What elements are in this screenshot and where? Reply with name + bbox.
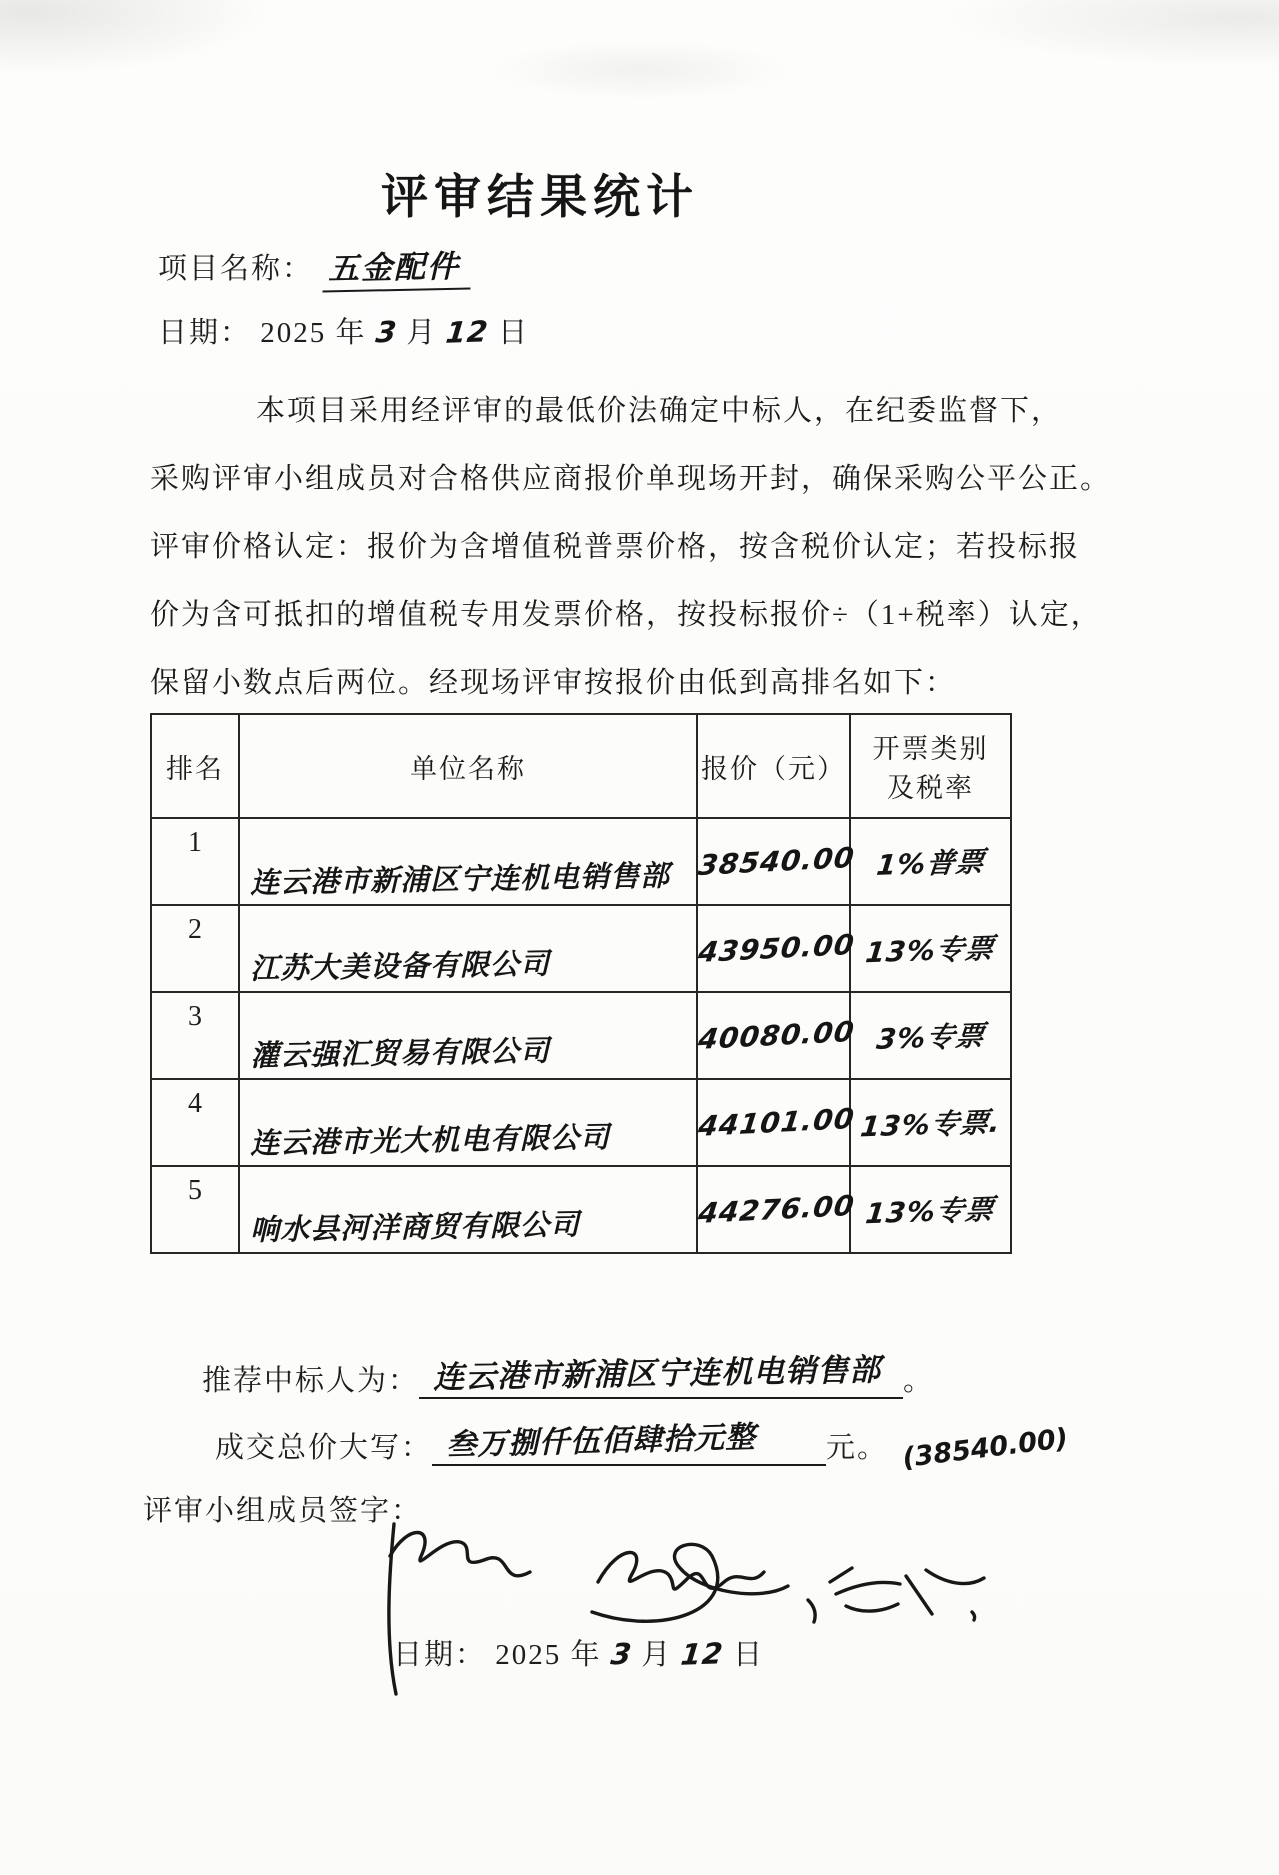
body-line-5: 保留小数点后两位。经现场评审按报价由低到高排名如下： [150,667,957,699]
rank-value: 2 [151,905,239,992]
price-value: 43950.00 [696,927,857,970]
final-date-label: 日期： [393,1639,487,1671]
recommend-winner-value: 连云港市新浦区宁连机电销售部 [432,1352,882,1396]
recommend-winner-line [202,1352,934,1399]
table-header-row [151,714,1011,818]
body-line-1: 本项目采用经评审的最低价法确定中标人，在纪委监督下， [256,395,1063,427]
tax-value: 1%普票 [874,844,987,882]
final-date-month-unit: 月 [641,1639,673,1671]
date-year-unit: 年 [335,317,367,349]
company-name: 响水县河洋商贸有限公司 [249,1207,581,1247]
recommend-winner-blank [419,1352,903,1399]
final-date-year: 2025 [495,1639,562,1671]
company-name: 江苏大美设备有限公司 [249,946,551,986]
signature-3 [808,1600,815,1622]
final-date-day: 12 [679,1636,726,1672]
total-amount-blank [432,1420,826,1466]
rank-value: 3 [151,992,239,1079]
body-line-3: 评审价格认定：报价为含增值税普票价格，按含税价认定；若投标报 [150,531,1081,563]
date-year: 2025 [260,317,327,349]
total-amount-words: 叁万捌仟伍佰肆拾元整 [445,1419,757,1464]
header-company: 单位名称 [239,714,697,818]
company-name: 连云港市光大机电有限公司 [249,1119,611,1161]
tax-value: 3%专票 [874,1018,987,1056]
header-rank: 排名 [151,714,239,818]
table-row [151,905,1011,992]
date-day-unit: 日 [498,317,530,349]
signature-3 [830,1568,984,1614]
price-value: 38540.00 [696,840,857,883]
header-price: 报价（元） [697,714,850,818]
total-amount-unit: 元。 [826,1432,889,1464]
project-name-label: 项目名称： [158,253,314,285]
final-date-line [393,1632,764,1673]
table-row [151,1079,1011,1166]
tax-value: 13%专票. [858,1105,1003,1143]
body-line-2: 采购评审小组成员对合格供应商报价单现场开封，确保采购公平公正。 [150,463,1112,495]
total-amount-figure: (38540.00) [900,1422,1070,1475]
total-amount-label: 成交总价大写： [215,1432,433,1464]
signature-label: 评审小组成员签字： [143,1495,423,1527]
date-line [158,310,529,351]
table-row [151,818,1011,905]
project-name-value: 五金配件 [322,240,471,292]
signature-3 [972,1612,975,1620]
total-amount-line [215,1419,1070,1475]
price-value: 40080.00 [696,1014,857,1057]
rank-value: 1 [151,818,239,905]
handwritten-signatures [360,1516,1000,1706]
final-date-day-unit: 日 [733,1639,765,1671]
recommend-period: 。 [903,1365,935,1397]
header-tax: 开票类别及税率 [850,714,1011,818]
recommend-winner-label: 推荐中标人为： [202,1365,420,1397]
date-month: 3 [373,314,399,350]
ranking-table [150,713,1012,1254]
tax-value: 13%专票 [864,1192,997,1230]
body-line-4: 价为含可抵扣的增值税专用发票价格，按投标报价÷（1+税率）认定， [150,599,1102,631]
final-date-month: 3 [608,1636,634,1672]
rank-value: 5 [151,1166,239,1253]
page-title: 评审结果统计 [381,172,699,224]
company-name: 灌云强汇贸易有限公司 [249,1033,551,1073]
price-value: 44101.00 [696,1101,857,1144]
final-date-year-unit: 年 [570,1639,602,1671]
company-name: 连云港市新浦区宁连机电销售部 [249,858,671,900]
price-value: 44276.00 [696,1188,857,1231]
project-name-line [158,242,470,291]
signature-1 [390,1533,530,1576]
table-row [151,1166,1011,1253]
tax-value: 13%专票 [864,931,997,969]
table-row [151,992,1011,1079]
date-label: 日期： [158,317,252,349]
rank-value: 4 [151,1079,239,1166]
date-month-unit: 月 [406,317,438,349]
date-day: 12 [444,314,491,350]
